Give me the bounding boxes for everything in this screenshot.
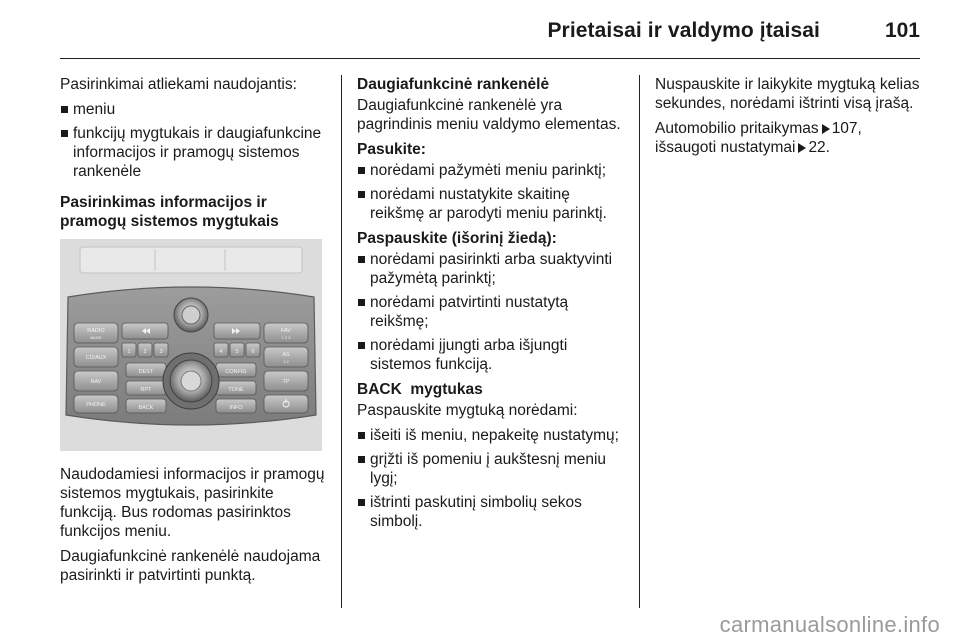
list-item: norėdami nustatykite skaitinę reikšmę ar parodyti meniu parinktį. (357, 185, 623, 223)
subheading-press: Paspauskite (išorinį žiedą): (357, 230, 557, 247)
rpt-label: RPT (140, 387, 152, 393)
fav-label: FAV (281, 328, 291, 334)
cross-reference-paragraph (655, 119, 920, 157)
info-label: INFO (229, 405, 243, 411)
back-label: BACK (138, 405, 154, 411)
section-heading: Pasirinkimas informacijos ir pramogų sistemos mygtukais (60, 194, 279, 230)
press-list (357, 250, 623, 374)
list-item: norėdami pažymėti meniu parinktį; (357, 161, 623, 180)
column-2 (357, 75, 623, 537)
preset-3-label: 3 (159, 349, 163, 355)
paragraph: Paspauskite mygtuką norėdami: (357, 402, 578, 419)
section-heading: Daugiafunkcinė rankenėlė (357, 76, 550, 93)
as-label: AS (282, 352, 290, 358)
intro-text: Pasirinkimai atliekami naudojantis: (60, 76, 297, 93)
page-reference-arrow-icon (798, 143, 806, 153)
column-divider-2 (639, 75, 640, 608)
preset-6-label: 6 (251, 349, 255, 355)
dest-label: DEST (138, 369, 154, 375)
preset-4-label: 4 (219, 349, 223, 355)
paragraph: Daugiafunkcinė rankenėlė naudojama pasirinkti ir patvirtinti punktą. (60, 548, 321, 584)
nav-label: NAV (90, 379, 102, 385)
list-item: norėdami įjungti arba išjungti sistemos funkciją. (357, 336, 623, 374)
page-number: 101 (884, 19, 920, 42)
reference-text: išsaugoti nustatymai (655, 139, 796, 156)
turn-list (357, 161, 623, 223)
tp-label: TP (282, 379, 290, 385)
list-item: funkcijų mygtukais ir daugiafunkcine informacijos ir pramogų sistemos rankenėle (60, 124, 330, 181)
column-divider-1 (341, 75, 342, 608)
subheading-turn: Pasukite: (357, 141, 426, 158)
intro-list (60, 100, 330, 181)
page-title: Prietaisai ir valdymo įtaisai (547, 19, 820, 42)
paragraph: Nuspauskite ir laikykite mygtuką kelias sekundes, norėdami ištrinti visą įrašą. (655, 76, 920, 112)
fav-sub-label: 1 2 3 (281, 335, 291, 340)
list-item: meniu (60, 100, 330, 119)
config-label: CONFIG (225, 369, 247, 375)
preset-5-label: 5 (235, 349, 239, 355)
back-list (357, 426, 623, 531)
preset-2-label: 2 (143, 349, 147, 355)
cd-aux-label: CD/AUX (85, 355, 107, 361)
section-heading-back: BACK mygtukas (357, 381, 483, 398)
paragraph: Naudodamiesi informacijos ir pramogų sistemos mygtukais, pasirinkite funkciją. Bus rodomas pasirinktos funkcijos meniu. (60, 466, 325, 540)
paragraph: Daugiafunkcinė rankenėlė yra pagrindinis meniu valdymo elementas. (357, 97, 621, 133)
phone-label: PHONE (86, 402, 106, 408)
watermark: carmanualsonline.info (719, 612, 940, 637)
reference-text: Automobilio pritaikymas (655, 120, 819, 137)
column-1 (60, 75, 330, 591)
reference-page-link[interactable]: 22. (808, 139, 830, 156)
radio-label: RADIO (87, 328, 105, 334)
page-header (60, 0, 920, 59)
preset-1-label: 1 (127, 349, 131, 355)
list-item: grįžti iš pomeniu į aukštesnį meniu lygį; (357, 450, 623, 488)
tone-label: TONE (228, 387, 244, 393)
control-panel-illustration (60, 239, 322, 451)
reference-page-link[interactable]: 107, (831, 120, 862, 137)
column-3 (655, 75, 920, 163)
page-reference-arrow-icon (822, 124, 830, 134)
control-panel-figure (60, 239, 322, 451)
band-label: BAND (90, 335, 102, 340)
list-item: ištrinti paskutinį simbolių sekos simbolį. (357, 493, 623, 531)
list-item: norėdami patvirtinti nustatytą reikšmę; (357, 293, 623, 331)
as-sub-label: 1 2 (283, 359, 289, 364)
list-item: norėdami pasirinkti arba suaktyvinti pažymėtą parinktį; (357, 250, 623, 288)
list-item: išeiti iš meniu, nepakeitę nustatymų; (357, 426, 623, 445)
